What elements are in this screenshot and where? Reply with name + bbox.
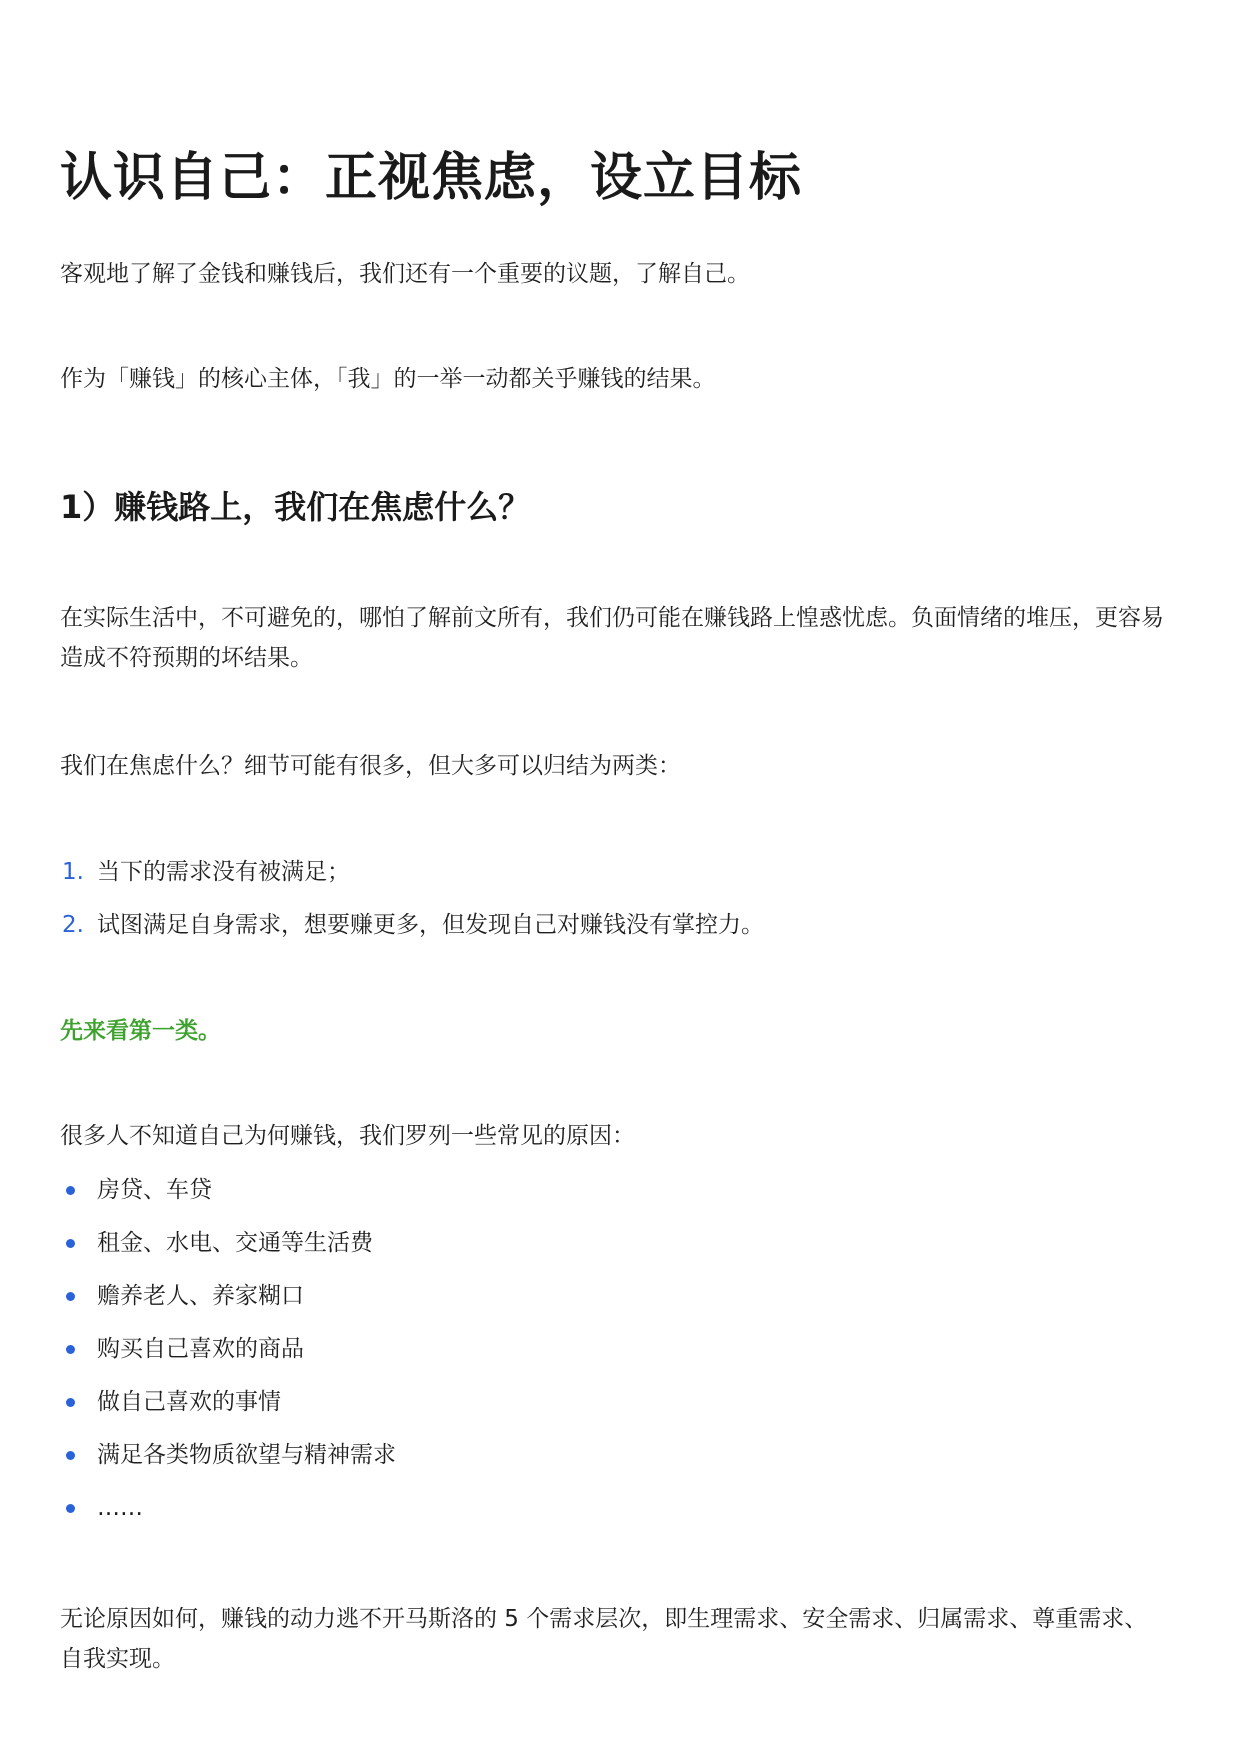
bullet-dot-icon	[66, 1345, 75, 1354]
list-item-text: 试图满足自身需求，想要赚更多，但发现自己对赚钱没有掌控力。	[97, 912, 764, 938]
list-item	[60, 1435, 396, 1488]
ordered-list	[60, 852, 764, 958]
anxiety-paragraph: 在实际生活中，不可避免的，哪怕了解前文所有，我们仍可能在赚钱路上惶惑忧虑。负面情绪的堆压，更容易造成不符预期的坏结果。	[60, 605, 1164, 671]
bullet-dot-icon	[66, 1292, 75, 1301]
list-item	[60, 1276, 396, 1329]
bullet-dot-icon	[66, 1504, 75, 1513]
reasons-intro-paragraph: 很多人不知道自己为何赚钱，我们罗列一些常见的原因：	[60, 1123, 635, 1149]
bullet-dot-icon	[66, 1186, 75, 1195]
list-item	[60, 1329, 396, 1382]
list-item-text: 赡养老人、养家糊口	[97, 1283, 304, 1309]
two-types-paragraph: 我们在焦虑什么？细节可能有很多，但大多可以归结为两类：	[60, 753, 681, 779]
maslow-paragraph: 无论原因如何，赚钱的动力逃不开马斯洛的 5 个需求层次，即生理需求、安全需求、归属需求、尊重需求、自我实现。	[60, 1606, 1148, 1672]
list-item-text: 购买自己喜欢的商品	[97, 1336, 304, 1362]
list-item	[60, 1170, 396, 1223]
highlight-text: 先来看第一类。	[60, 1018, 221, 1044]
list-number: 1.	[62, 859, 84, 885]
ordered-list-item	[60, 905, 764, 958]
list-item-text: ……	[97, 1495, 143, 1521]
list-item-text: 当下的需求没有被满足；	[97, 859, 350, 885]
list-item-text: 房贷、车贷	[97, 1177, 212, 1203]
bullet-dot-icon	[66, 1398, 75, 1407]
intro-paragraph-1: 客观地了解了金钱和赚钱后，我们还有一个重要的议题，了解自己。	[60, 261, 750, 287]
list-item-text: 做自己喜欢的事情	[97, 1389, 281, 1415]
list-item-text: 租金、水电、交通等生活费	[97, 1230, 373, 1256]
ordered-list-item	[60, 852, 764, 905]
section-heading: 1）赚钱路上，我们在焦虑什么？	[60, 488, 531, 526]
list-item	[60, 1382, 396, 1435]
list-item-text: 满足各类物质欲望与精神需求	[97, 1442, 396, 1468]
list-number: 2.	[62, 912, 84, 938]
list-item	[60, 1223, 396, 1276]
list-item	[60, 1488, 396, 1541]
bullet-list	[60, 1170, 396, 1541]
bullet-dot-icon	[66, 1451, 75, 1460]
page-title: 认识自己：正视焦虑，设立目标	[60, 148, 803, 208]
intro-paragraph-2: 作为「赚钱」的核心主体，「我」的一举一动都关乎赚钱的结果。	[60, 366, 716, 392]
bullet-dot-icon	[66, 1239, 75, 1248]
